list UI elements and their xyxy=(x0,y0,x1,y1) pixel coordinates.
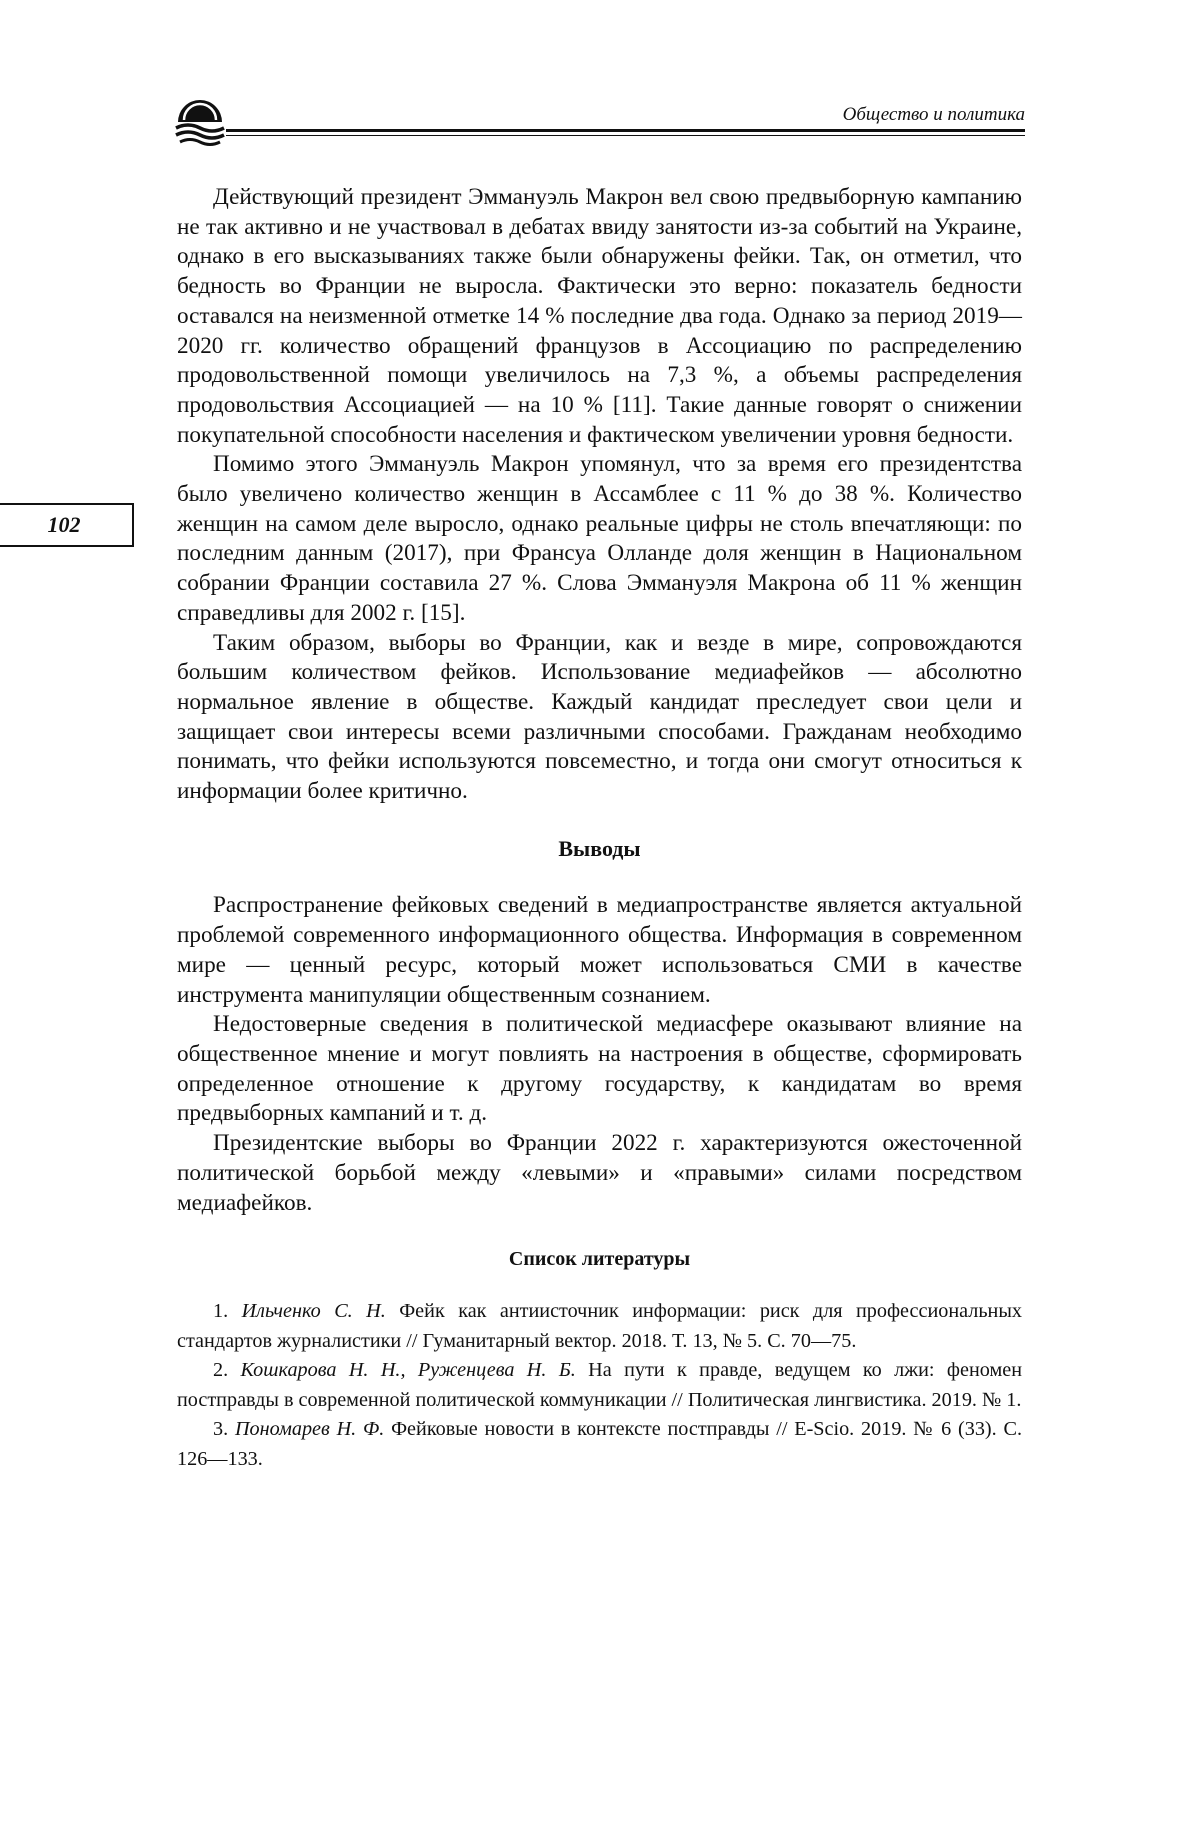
journal-logo-icon xyxy=(170,96,230,148)
conclusions-paragraph: Недостоверные сведения в политической медиасфере оказывают влияние на общественное мнение и могут повлиять на настроения в обществе, сформировать определенное отношение к другому государству, к кандидатам во время предвыборных кампаний и т. д. xyxy=(177,1011,1022,1127)
reference-item xyxy=(177,1297,1022,1356)
reference-number: 2. xyxy=(213,1359,229,1382)
references-list xyxy=(177,1297,1022,1475)
reference-author: Кошкарова Н. Н., Руженцева Н. Б. xyxy=(240,1359,576,1382)
header-rule-thin xyxy=(226,135,1025,136)
reference-item xyxy=(177,1415,1022,1474)
reference-author: Пономарев Н. Ф. xyxy=(234,1418,385,1441)
reference-text: На пути к правде, ведущем ко лжи: феномен постправды в современной политической коммуникации // Политическая лингвистика. 2019. № 1. xyxy=(177,1359,1023,1411)
reference-item xyxy=(177,1356,1022,1415)
references-heading: Список литературы xyxy=(508,1248,691,1271)
body-paragraph: Действующий президент Эммануэль Макрон вел свою предвыборную кампанию не так активно и не участвовал в дебатах ввиду занятости из-за событий на Украине, однако в его высказываниях также были обнаружены фейки. Так, он отметил, что бедность во Франции не выросла. Фактически это верно: показатель бедности оставался на неизменной отметке 14 % последние два года. Однако за период 2019—2020 гг. количество обращений французов в Ассоциацию по распределению продовольственной помощи увеличилось на 7,3 %, а объемы распределения продовольствия Ассоциацией — на 10 % [11]. Такие данные говорят о снижении покупательной способности населения и фактическом увеличении уровня бедности. xyxy=(177,184,1022,448)
body-paragraph: Таким образом, выборы во Франции, как и везде в мире, сопровождаются большим количеством фейков. Использование медиафейков — абсолютно нормальное явление в обществе. Каждый кандидат преследует свои цели и защищает свои интересы всеми различными способами. Гражданам необходимо понимать, что фейки используются повсеместно, и тогда они смогут относиться к информации более критично. xyxy=(177,629,1022,805)
reference-number: 1. xyxy=(213,1299,229,1322)
page-number-tab xyxy=(0,503,134,547)
header-rule-thick xyxy=(226,129,1025,132)
conclusions-paragraph: Президентские выборы во Франции 2022 г. характеризуются ожесточенной политической борьбой между «левыми» и «правыми» силами посредством медиафейков. xyxy=(177,1130,1022,1216)
reference-number: 3. xyxy=(213,1418,229,1441)
running-head: Общество и политика xyxy=(842,104,1025,125)
article-body xyxy=(177,183,1022,1474)
reference-text: Фейк как антиисточник информации: риск для профессиональных стандартов журналистики // Гуманитарный вектор. 2018. Т. 13, № 5. С. 70—75. xyxy=(177,1299,1023,1352)
body-paragraph: Помимо этого Эммануэль Макрон упомянул, что за время его президентства было увеличено количество женщин в Ассамблее с 11 % до 38 %. Количество женщин на самом деле выросло, однако реальные цифры не столь впечатляющи: по последним данным (2017), при Франсуа Олланде доля женщин в Национальном собрании Франции составила 27 %. Слова Эммануэля Макрона об 11 % женщин справедливы для 2002 г. [15]. xyxy=(177,451,1022,626)
page-number: 102 xyxy=(47,512,81,537)
conclusions-paragraph: Распространение фейковых сведений в медиапространстве является актуальной проблемой современного информационного общества. Информация в современном мире — ценный ресурс, который может использоваться СМИ в качестве инструмента манипуляции общественным сознанием. xyxy=(177,892,1022,1008)
reference-author: Ильченко С. Н. xyxy=(241,1299,386,1322)
conclusions-heading: Выводы xyxy=(558,835,641,861)
page-header xyxy=(170,88,1025,148)
reference-text: Фейковые новости в контексте постправды // E-Scio. 2019. № 6 (33). С. 126—133. xyxy=(177,1418,1023,1470)
